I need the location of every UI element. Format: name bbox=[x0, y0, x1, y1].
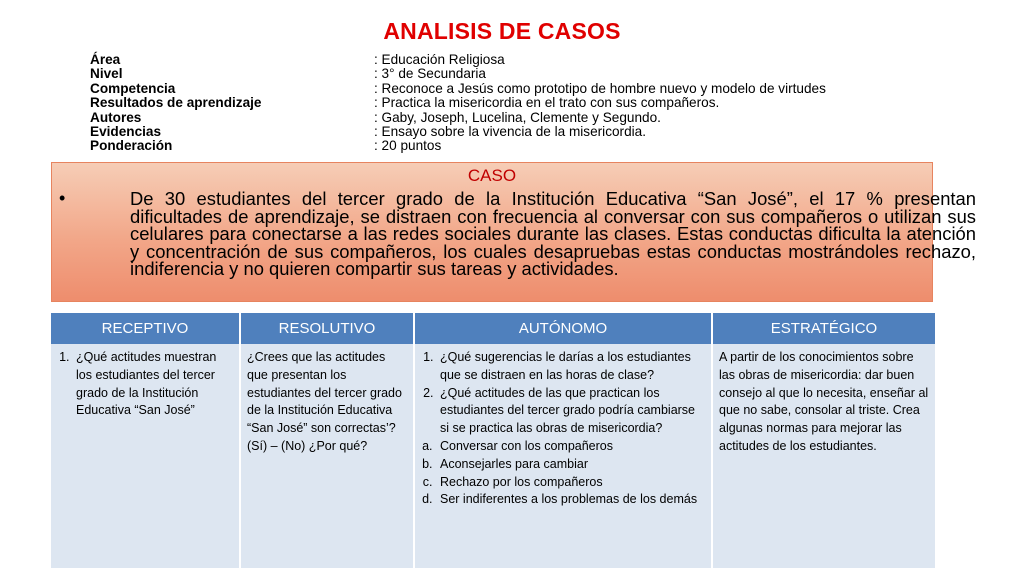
header-resolutivo: RESOLUTIVO bbox=[241, 313, 415, 344]
info-value: : Reconoce a Jesús como prototipo de hombre nuevo y modelo de virtudes bbox=[374, 80, 826, 96]
cell-estrategico bbox=[713, 344, 935, 568]
option-item: d. Ser indiferentes a los problemas de los demás bbox=[436, 491, 705, 509]
table-row bbox=[51, 344, 935, 568]
info-row-resultados bbox=[90, 96, 826, 110]
info-label: Competencia bbox=[90, 80, 176, 96]
info-row-area bbox=[90, 53, 826, 67]
info-label: Evidencias bbox=[90, 124, 162, 140]
info-label: Ponderación bbox=[90, 138, 173, 154]
question-text: 2. ¿Qué actitudes de las que practican los estudiantes del tercer grado podría cambiarse si se practica las obras de misericordia? bbox=[440, 385, 696, 436]
info-row-evidencias bbox=[90, 125, 826, 139]
option-item: c. Rechazo por los compañeros bbox=[436, 474, 705, 492]
info-value: : Practica la misericordia en el trato con sus compañeros. bbox=[374, 95, 720, 111]
info-value: : 3° de Secundaria bbox=[374, 66, 486, 82]
info-label: Área bbox=[90, 52, 121, 67]
info-row-competencia bbox=[90, 82, 826, 96]
list-item: 1. ¿Qué sugerencias le darías a los estudiantes que se distraen en las horas de clase? bbox=[437, 349, 705, 385]
question-list bbox=[421, 349, 705, 438]
table-header-row bbox=[51, 313, 935, 344]
case-title: CASO bbox=[467, 166, 517, 185]
info-value: : Gaby, Joseph, Lucelina, Clemente y Segundo. bbox=[374, 109, 661, 125]
info-value: : Educación Religiosa bbox=[374, 52, 505, 67]
info-row-nivel bbox=[90, 67, 826, 81]
info-value: : Ensayo sobre la vivencia de la misericordia. bbox=[374, 124, 647, 140]
header-autonomo: AUTÓNOMO bbox=[415, 313, 713, 344]
list-item bbox=[437, 385, 705, 438]
cell-resolutivo bbox=[241, 344, 415, 568]
bullet-icon: • bbox=[59, 188, 66, 208]
case-box bbox=[51, 162, 976, 302]
info-label: Nivel bbox=[90, 66, 123, 82]
info-label: Autores bbox=[90, 109, 142, 125]
cell-autonomo bbox=[415, 344, 713, 568]
case-paragraph: De 30 estudiantes del tercer grado de la Institución Educativa “San José”, el 17 % presentan dificultades de aprendizaje, se distraen con frecuencia al conversar con sus compañeros o utilizan sus celulares para conectarse a las redes sociales durante las clases. Estas conductas dificulta la atención y concentración de sus compañeros, los cuales desapruebas estas conductas mostrándoles rechazo, indiferencia y no quieren compartir sus tareas y actividades. bbox=[130, 188, 976, 280]
info-block bbox=[90, 53, 826, 154]
info-value: : 20 puntos bbox=[374, 138, 442, 154]
cell-receptivo bbox=[51, 344, 241, 568]
header-estrategico: ESTRATÉGICO bbox=[713, 313, 935, 344]
list-item: 1. ¿Qué actitudes muestran los estudiantes del tercer grado de la Institución Educativa “San José” bbox=[73, 349, 233, 420]
info-row-ponderacion bbox=[90, 139, 826, 153]
info-label: Resultados de aprendizaje bbox=[90, 95, 262, 111]
levels-table bbox=[51, 313, 935, 568]
question-list bbox=[57, 349, 233, 420]
option-item: b. Aconsejarles para cambiar bbox=[436, 456, 705, 474]
option-item: a. Conversar con los compañeros bbox=[436, 438, 705, 456]
options-list bbox=[421, 438, 705, 509]
cell-text: ¿Crees que las actitudes que presentan los estudiantes del tercer grado de la Institución Educativa “San José” son correctas’? (Sí) – (No) ¿Por qué? bbox=[247, 350, 402, 453]
info-row-autores bbox=[90, 111, 826, 125]
case-text bbox=[59, 188, 976, 280]
page-title: ANALISIS DE CASOS bbox=[383, 18, 621, 44]
cell-text: A partir de los conocimientos sobre las obras de misericordia: dar buen consejo al que lo necesita, enseñar al que no sabe, consolar al triste. Crea algunas normas para mejorar las actitudes de los estudiantes. bbox=[719, 350, 929, 453]
header-receptivo: RECEPTIVO bbox=[51, 313, 241, 344]
